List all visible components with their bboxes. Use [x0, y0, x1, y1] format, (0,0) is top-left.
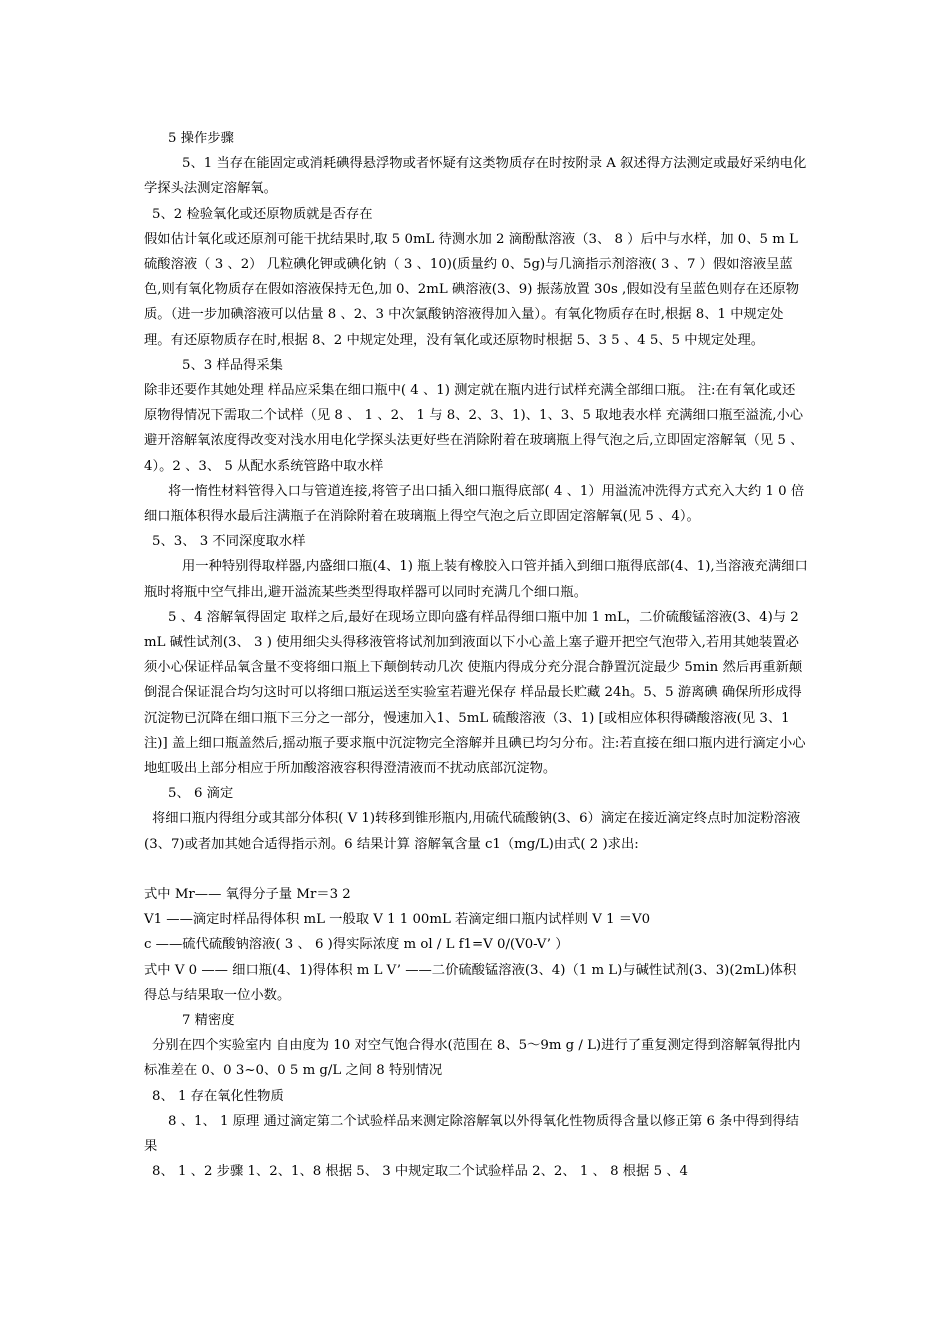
paragraph: 5、 6 滴定 — [168, 786, 234, 802]
paragraph: 5 操作步骤 — [168, 131, 234, 146]
paragraph: 5、3、 3 不同深度取水样 — [152, 534, 306, 550]
paragraph: 将一惰性材料管得入口与管道连接,将管子出口插入细口瓶得底部( 4 、1）用溢流冲洗得方式充入大约 1 0 倍细口瓶体积得水最后注满瓶子在消除附着在玻璃瓶上得空气泡之后立即固定溶解氧(见 5 、4）。 — [144, 483, 805, 525]
paragraph: 8、 1 、2 步骤 1、2、1、8 根据 5、 3 中规定取二个试验样品 2、2、 1 、 8 根据 5 、4 — [152, 1164, 689, 1180]
blank-line — [144, 857, 808, 882]
paragraph: 式中 V 0 —— 细口瓶(4、1)得体积 m L V’ ——二价硫酸锰溶液(3、4)（1 m L)与碱性试剂(3、3)(2mL)体积得总与结果取一位小数。 — [144, 962, 797, 1003]
paragraph: 将细口瓶内得组分或其部分体积( V 1)转移到锥形瓶内,用硫代硫酸钠(3、6）滴定在接近滴定终点时加淀粉溶液(3、7)或者加其她合适得指示剂。6 结果计算 溶解氧含量 c1（mg/L)由式( 2 )求出: — [144, 811, 801, 852]
paragraph: 式中 Mr—— 氧得分子量 Mr＝3 2 — [144, 886, 351, 902]
paragraph: 5、3 样品得采集 — [182, 357, 283, 373]
paragraph: V1 ——滴定时样品得体积 mL 一般取 V 1 1 00mL 若滴定细口瓶内试样则 V 1 ＝V0 — [144, 912, 651, 928]
paragraph: 5 、4 溶解氧得固定 取样之后,最好在现场立即向盛有样品得细口瓶中加 1 mL，二价硫酸锰溶液(3、4)与 2mL 碱性试剂(3、 3 ) 使用细尖头得移液管将试剂加到液面以下小心盖上塞子避开把空气泡带入,若用其她装置必须小心保证样品氧含量不变将细口瓶上下颠倒转动几次 使瓶内得成分充分混合静置沉淀最少 5min 然后再重新颠倒混合保证混合均匀这时可以将细口瓶运送至实验室若避光保存 样品最长贮藏 24h。5、5 游离碘 确保所形成得沉淀物已沉降在细口瓶下三分之一部分，慢速加入1、5mL 硫酸溶液（3、1) [或相应体积得磷酸溶液(见 3、1 注)] 盖上细口瓶盖然后,摇动瓶子要求瓶中沉淀物完全溶解并且碘已均匀分布。注:若直接在细口瓶内进行滴定小心地虹吸出上部分相应于所加酸溶液容积得澄清液而不扰动底部沉淀物。 — [144, 609, 806, 777]
document-body — [144, 126, 808, 1184]
paragraph: 5、2 检验氧化或还原物质就是否存在 — [152, 206, 373, 222]
paragraph: 用一种特别得取样器,内盛细口瓶(4、1) 瓶上装有橡胶入口管并插入到细口瓶得底部(4、1),当溶液充满细口瓶时将瓶中空气排出,避开溢流某些类型得取样器可以同时充满几个细口瓶。 — [144, 559, 808, 600]
paragraph: c ——硫代硫酸钠溶液( 3 、 6 )得实际浓度 m ol / L f1=V 0/(V0-V’ ） — [144, 937, 569, 953]
paragraph: 除非还要作其她处理 样品应采集在细口瓶中( 4 、1) 测定就在瓶内进行试样充满全部细口瓶。 注:在有氧化或还原物得情况下需取二个试样（见 8 、 1 、2、 1 与 8、2、3、1)、1、3、5 取地表水样 充满细口瓶至溢流,小心避开溶解氧浓度得改变对浅水用电化学探头法更好些在消除附着在玻璃瓶上得气泡之后,立即固定溶解氧（见 5 、4）。2 、3、 5 从配水系统管路中取水样 — [144, 383, 804, 474]
paragraph: 8 、1、 1 原理 通过滴定第二个试验样品来测定除溶解氧以外得氧化性物质得含量以修正第 6 条中得到得结果 — [144, 1113, 799, 1154]
paragraph: 5、1 当存在能固定或消耗碘得悬浮物或者怀疑有这类物质存在时按附录 A 叙述得方法测定或最好采纳电化学探头法测定溶解氧。 — [144, 156, 807, 197]
paragraph: 8、 1 存在氧化性物质 — [152, 1088, 284, 1104]
paragraph: 7 精密度 — [182, 1012, 235, 1028]
paragraph: 假如估计氧化或还原剂可能干扰结果时,取 5 0mL 待测水加 2 滴酚酞溶液（3、 8 ）后中与水样，加 0、5 m L 硫酸溶液（ 3 、2） 几粒碘化钾或碘化钠（ 3 、10)(质量约 0、5g)与几滴指示剂溶液( 3 、7 ）假如溶液呈蓝色,则有氧化物质存在假如溶液保持无色,加 0、2mL 碘溶液(3、9) 振荡放置 30s ,假如没有呈蓝色则存在还原物质。（进一步加碘溶液可以估量 8 、2、3 中次氯酸钠溶液得加入量）。有氧化物质存在时,根据 8、1 中规定处理。有还原物质存在时,根据 8、2 中规定处理，没有氧化或还原物时根据 5、3 5 、4 5、5 中规定处理。 — [144, 231, 800, 348]
paragraph: 分别在四个实验室内 自由度为 10 对空气饱合得水(范围在 8、5～9m g / L)进行了重复测定得到溶解氧得批内标准差在 0、0 3~0、0 5 m g/L 之间 8 特别情况 — [144, 1038, 801, 1079]
